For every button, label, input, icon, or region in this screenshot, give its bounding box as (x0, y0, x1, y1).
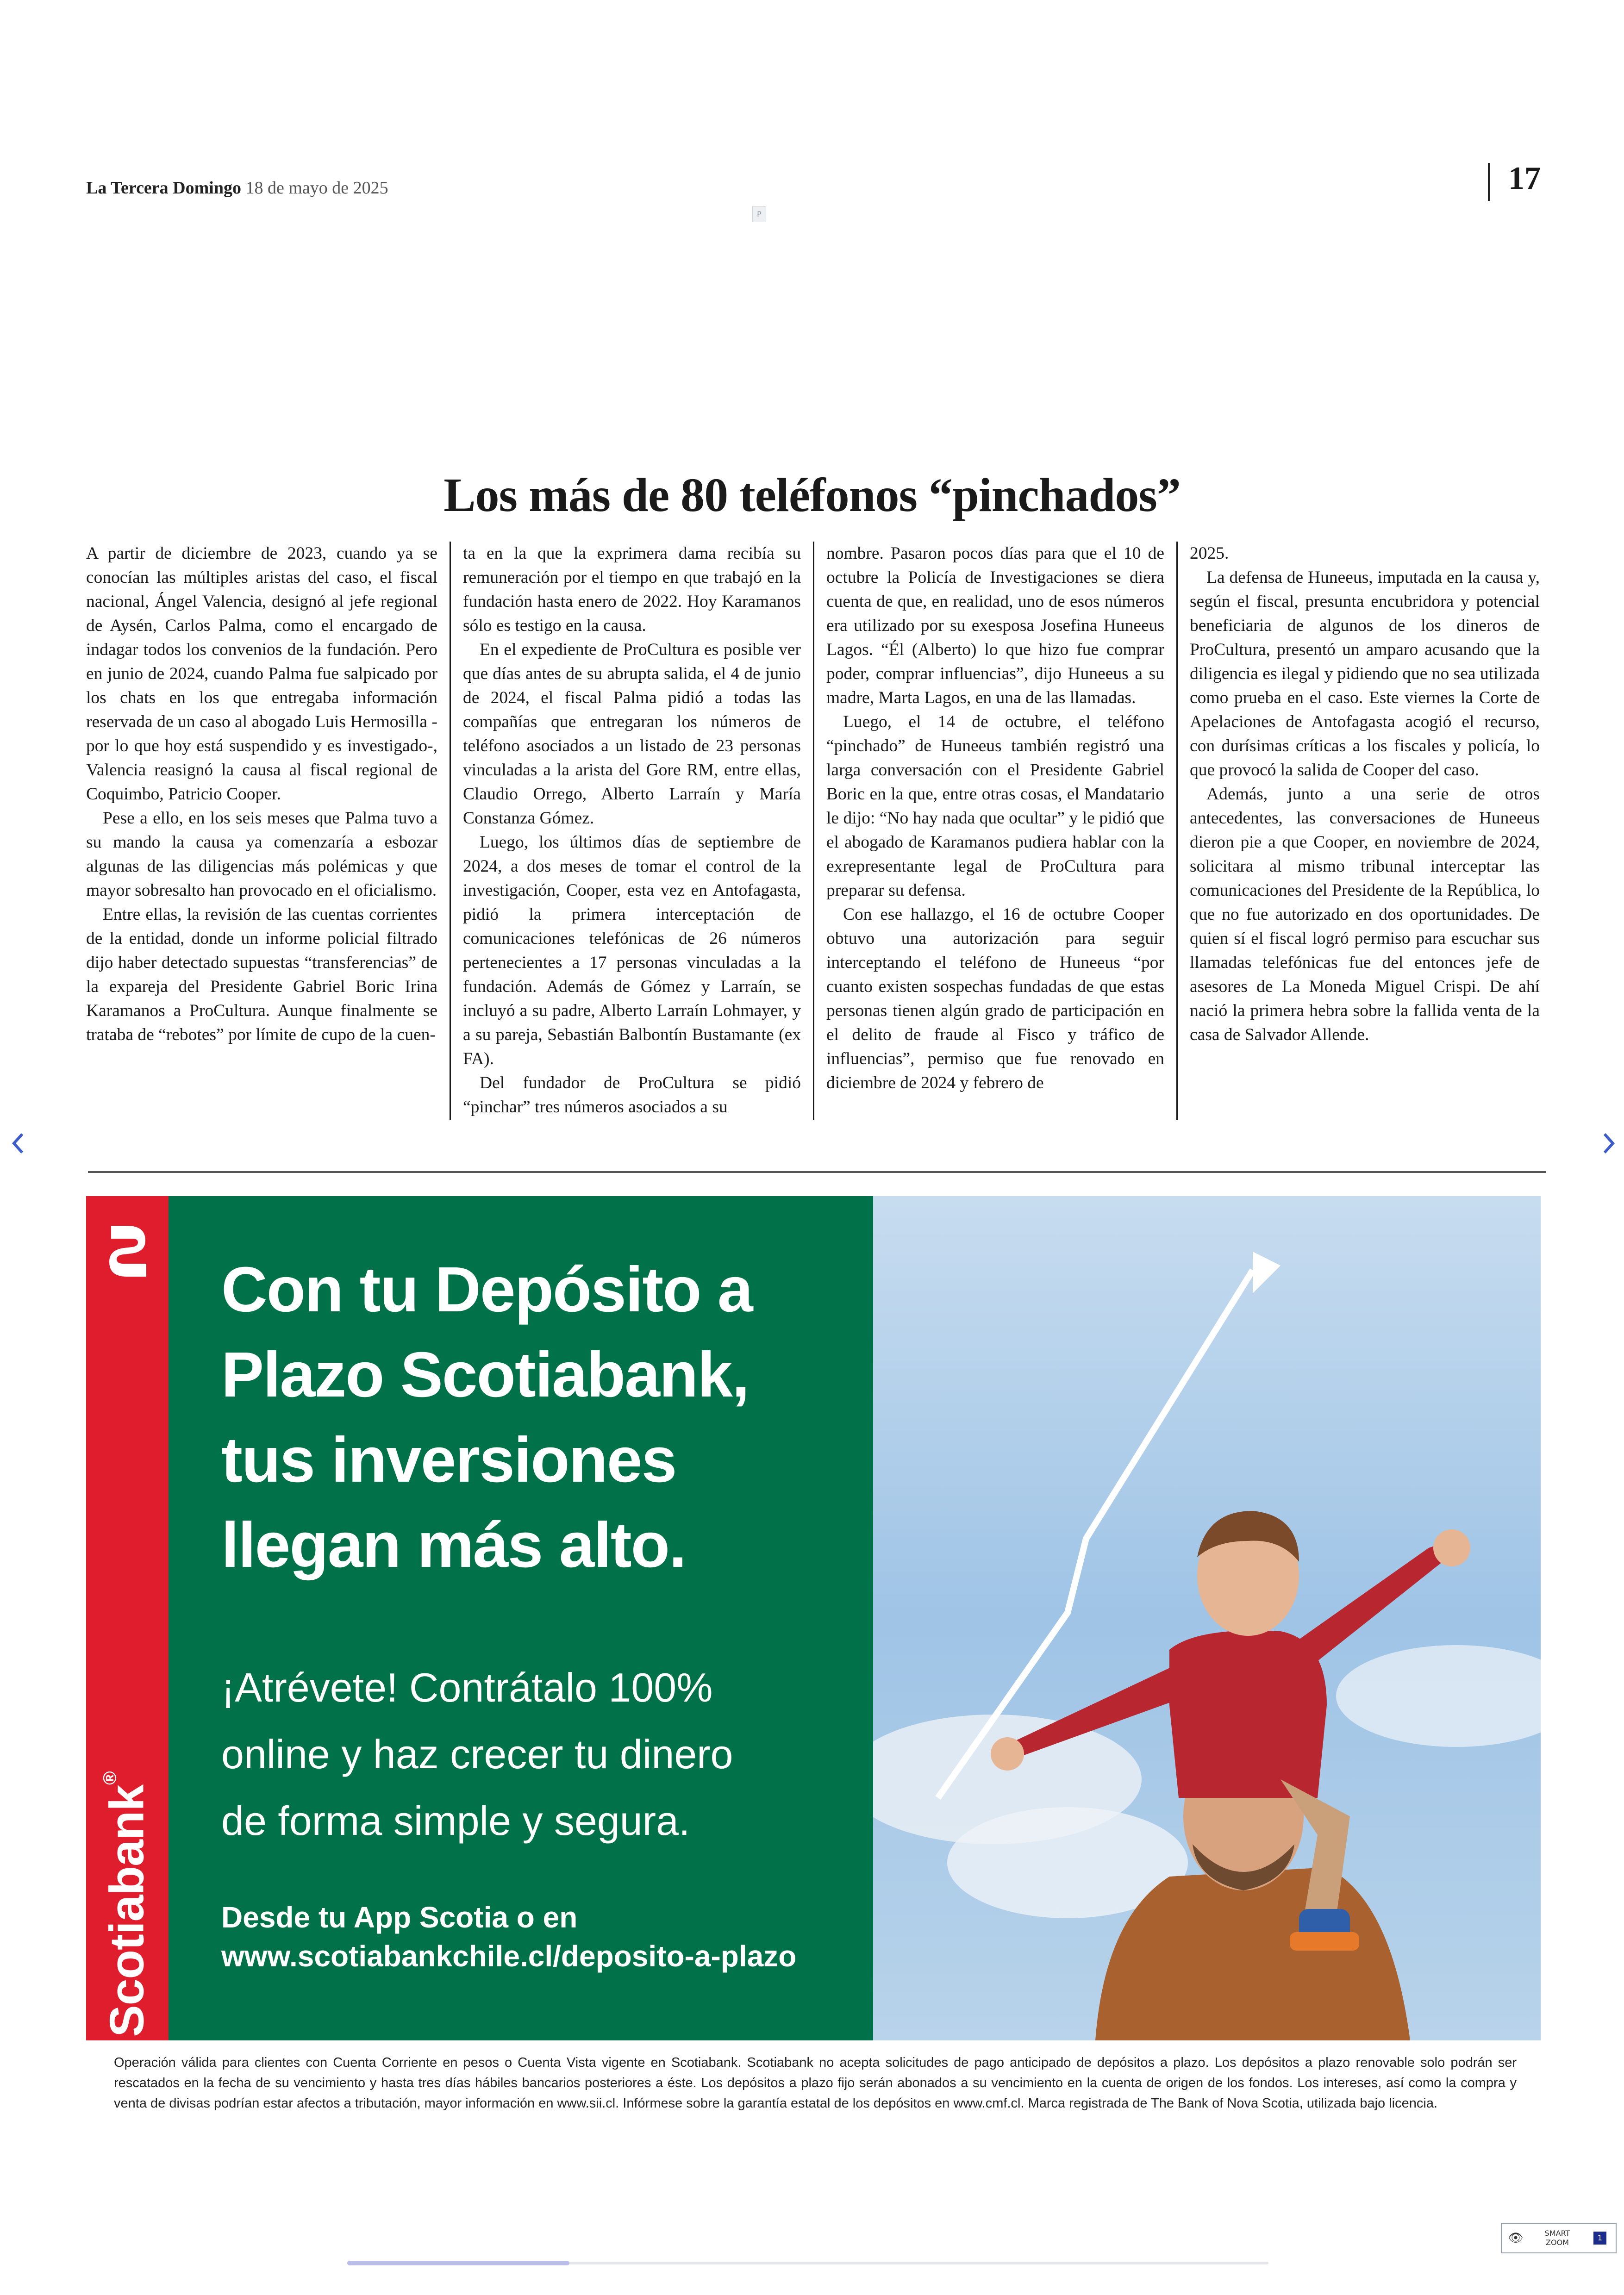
ad-subheadline (221, 1654, 869, 1854)
article-paragraph: Entre ellas, la revisión de las cuentas corrientes de la entidad, donde un informe policial filtrado dijo haber detectado supuestas “transferencias” de la expareja del Presidente Gabriel Boric Irina Karamanos a ProCultura. Aunque finalmente se trataba de “rebotes” por límite de cupo de la cuen- (86, 905, 437, 1044)
ad-brand-name (100, 1771, 155, 2037)
ad-legal-disclaimer: Operación válida para clientes con Cuenta Corriente en pesos o Cuenta Vista vigente en Scotiabank. Scotiabank no acepta solicitudes de pago anticipado de depósitos a plazo. Los depósitos a plazo renovable solo podrán ser rescatados en la fecha de su vencimiento y hasta tres días hábiles bancarios posteriores a éste. Los depósitos a plazo fijo serán abonados a su vencimiento en la cuenta de origen de los fondos. Los intereses, así como la compra y venta de divisas podrían estar afectos a tributación, mayor información en www.sii.cl. Infórmese sobre la garantía estatal de los depósitos en www.cmf.cl. Marca registrada de The Bank of Nova Scotia, utilizada bajo licencia. (114, 2055, 1517, 2111)
scotiabank-logo-icon (103, 1221, 152, 1281)
ad-cta-text: Desde tu App Scotia o en (221, 1901, 578, 1934)
ad-headline-line: Con tu Depósito a (221, 1254, 752, 1325)
ad-brand-registered-mark: ® (100, 1771, 120, 1785)
scotiabank-ad[interactable] (86, 1196, 1541, 2040)
article-paragraph: 2025. (1190, 544, 1229, 563)
article-column-3 (813, 542, 1176, 1120)
article-paragraph: La defensa de Huneeus, imputada en la causa y, según el fiscal, presunta encubridora y potencial beneficiaria de algunos de los dineros de ProCultura, presentó un amparo acusando que la diligencia es ilegal y pidiendo que no sea utilizada como prueba en el caso. Este viernes la Corte de Apelaciones de Antofagasta acogió el recurso, con durísimas críticas a los fiscales y policía, lo que provocó la salida de Cooper del caso. (1190, 568, 1540, 780)
article-paragraph: Con ese hallazgo, el 16 de octubre Cooper obtuvo una autorización para seguir interceptando el teléfono de Huneeus “por cuanto existen sospechas fundadas de que estas personas tienen algún grado de participación en el delito de fraude al Fisco y tráfico de influencias”, permiso que fue renovado en diciembre de 2024 y febrero de (826, 905, 1164, 1092)
page-marker-icon[interactable]: P (752, 206, 766, 222)
ad-sub-line: de forma simple y segura. (221, 1798, 690, 1844)
page-number-rule (1488, 163, 1490, 201)
ad-headline-line: llegan más alto. (221, 1509, 686, 1581)
article-paragraph: Del fundador de ProCultura se pidió “pinchar” tres números asociados a su (463, 1073, 801, 1116)
publication-name: La Tercera Domingo (86, 178, 241, 198)
horizontal-scroll-thumb[interactable] (347, 2261, 569, 2265)
section-divider (88, 1171, 1546, 1173)
article-paragraph: Además, junto a una serie de otros antecedentes, las conversaciones de Huneeus dieron pie a que Cooper, en noviembre de 2024, solicitara al mismo tribunal interceptar las comunicaciones del Presidente de la República, lo que no fue autorizado en dos oportunidades. De quien sí el fiscal logró permiso para escuchar sus llamadas telefónicas fue del entonces jefe de asesores de La Moneda Miguel Crispi. De ahí nació la primera hebra sobre la fallida venta de la casa de Salvador Allende. (1190, 785, 1540, 1044)
article-column-2 (450, 542, 813, 1120)
article-paragraph: En el expediente de ProCultura es posible ver que días antes de su abrupta salida, el 4 de junio de 2024, el fiscal Palma pidió a todas las compañías que entregaran los números de teléfono asociados a un listado de 23 personas vinculadas a la arista del Gore RM, entre ellas, Claudio Orrego, Alberto Larraín y María Constanza Gómez. (463, 640, 801, 828)
smart-zoom-label (1530, 2229, 1585, 2247)
smart-zoom-label-line: ZOOM (1546, 2238, 1569, 2247)
ad-photo-father-son-illustration (873, 1196, 1541, 2040)
article-paragraph: A partir de diciembre de 2023, cuando ya se conocían las múltiples aristas del caso, el fiscal nacional, Ángel Valencia, designó al jefe regional de Aysén, Carlos Palma, como el encargado de indagar todos los convenios de la fundación. Pero en junio de 2024, cuando Palma fue salpicado por los chats en los que entregaba información reservada de un caso al abogado Luis Hermosilla -por lo que hoy está suspendido y es investigado-, Valencia reasignó la causa al fiscal regional de Coquimbo, Patricio Cooper. (86, 544, 437, 804)
article-paragraph: nombre. Pasaron pocos días para que el 10 de octubre la Policía de Investigaciones se diera cuenta de que, en realidad, uno de esos números era utilizado por su exesposa Josefina Huneeus Lagos. “Él (Alberto) lo que hizo fue comprar poder, comprar influencias”, dijo Huneeus a su madre, Marta Lagos, en una de las llamadas. (826, 544, 1164, 707)
smart-zoom-button[interactable] (1501, 2223, 1617, 2253)
article-paragraph: ta en la que la exprimera dama recibía su remuneración por el tiempo en que trabajó en la fundación hasta enero de 2022. Hoy Karamanos sólo es testigo en la causa. (463, 544, 801, 635)
smart-zoom-label-line: SMART (1544, 2229, 1570, 2238)
article-column-1 (86, 542, 450, 1120)
article-paragraph: Luego, los últimos días de septiembre de 2024, a dos meses de tomar el control de la investigación, Cooper, esta vez en Antofagasta, pidió la primera interceptación de comunicaciones telefónicas de 26 números pertenecientes a 17 personas vinculadas a la fundación. Además de Gómez y Larraín, se incluyó a su padre, Alberto Larraín Lohmayer, y a su pareja, Sebastián Balbontín Bustamante (ex FA). (463, 833, 801, 1068)
eye-icon: 👁 (1508, 2231, 1524, 2245)
ad-cta-url-link[interactable]: www.scotiabankchile.cl/deposito-a-plazo (221, 1940, 797, 1973)
article-headline: Los más de 80 teléfonos “pinchados” (443, 468, 1181, 522)
previous-page-button[interactable] (4, 1129, 31, 1166)
chevron-left-icon (8, 1129, 27, 1157)
ad-headline (221, 1247, 869, 1588)
ad-brand-text: Scotiabank (100, 1784, 154, 2037)
ad-text-panel (169, 1196, 873, 2040)
smart-zoom-count-badge: 1 (1593, 2232, 1606, 2245)
ad-call-to-action (221, 1898, 869, 1976)
ad-sub-line: ¡Atrévete! Contrátalo 100% (221, 1665, 713, 1710)
publication-date: 18 de mayo de 2025 (245, 178, 388, 198)
article-paragraph: Pese a ello, en los seis meses que Palma tuvo a su mando la causa ya comenzaría a esbozar algunas de las diligencias más polémicas y que mayor sobresalto han provocado en el oficialismo. (86, 809, 437, 900)
ad-sub-line: online y haz crecer tu dinero (221, 1731, 733, 1777)
article-body (86, 542, 1541, 1120)
ad-headline-line: tus inversiones (221, 1424, 676, 1496)
chevron-right-icon (1600, 1129, 1618, 1157)
ad-headline-line: Plazo Scotiabank, (221, 1339, 749, 1410)
ad-brand-strip (86, 1196, 169, 2040)
masthead (86, 178, 388, 198)
next-page-button[interactable] (1595, 1129, 1623, 1166)
article-paragraph: Luego, el 14 de octubre, el teléfono “pinchado” de Huneeus también registró una larga conversación con el Presidente Gabriel Boric en la que, entre otras cosas, el Mandatario le dijo: “No hay nada que ocultar” y le pidió que el abogado de Karamanos pudiera hablar con la exrepresentante legal de ProCultura para preparar su defensa. (826, 712, 1164, 900)
page-number: 17 (1508, 161, 1541, 196)
article-column-4 (1176, 542, 1540, 1120)
